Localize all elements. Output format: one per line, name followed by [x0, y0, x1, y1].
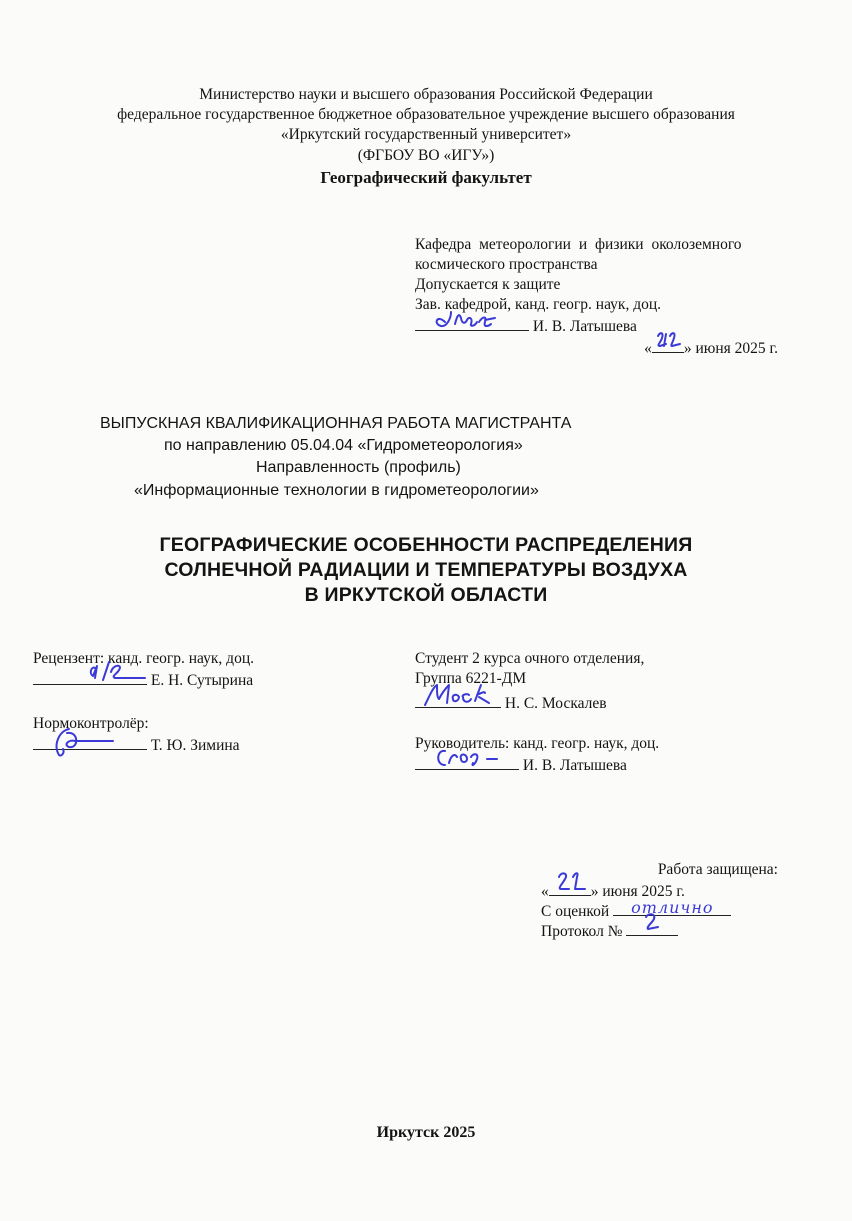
city-year: Иркутск 2025: [376, 1124, 476, 1141]
supervisor-signature-icon: [415, 743, 519, 769]
thesis-title-line-1: ГЕОГРАФИЧЕСКИЕ ОСОБЕННОСТИ РАСПРЕДЕЛЕНИЯ: [159, 534, 693, 556]
thesis-title-line-3: В ИРКУТСКОЙ ОБЛАСТИ: [304, 584, 548, 606]
faculty-line: Географический факультет: [320, 168, 532, 187]
work-profile: «Информационные технологии в гидрометеорологии»: [134, 482, 539, 499]
normcontrol-name: Т. Ю. Зимина: [150, 737, 240, 754]
student-signature-row: [415, 693, 607, 714]
defense-day-handwritten: [549, 869, 591, 895]
student-group: Группа 6221-ДМ: [415, 670, 527, 687]
work-type: ВЫПУСКНАЯ КВАЛИФИКАЦИОННАЯ РАБОТА МАГИСТРАНТА: [100, 415, 572, 432]
head-signature-row: [415, 316, 637, 337]
reviewer-title: Рецензент: канд. геогр. наук, доц.: [33, 650, 254, 667]
department-line-2: космического пространства: [415, 256, 598, 273]
head-name: И. В. Латышева: [532, 318, 637, 335]
protocol-number-handwritten: [626, 909, 678, 935]
university-line: «Иркутский государственный университет»: [280, 126, 572, 143]
work-profile-label: Направленность (профиль): [256, 459, 461, 476]
approval-day-handwritten: [652, 326, 684, 352]
thesis-title-line-2: СОЛНЕЧНОЙ РАДИАЦИИ И ТЕМПЕРАТУРЫ ВОЗДУХА: [164, 559, 688, 581]
normcontrol-signature-row: [33, 735, 240, 756]
defense-label: Работа защищена:: [657, 861, 778, 878]
defense-date-rest: » июня 2025 г.: [590, 883, 685, 900]
abbreviation-line: (ФГБОУ ВО «ИГУ»): [357, 147, 495, 164]
reviewer-signature-row: [33, 670, 253, 691]
protocol-number-field: [626, 921, 678, 936]
protocol-label: Протокол №: [541, 923, 623, 940]
defense-day-field: [549, 881, 591, 896]
head-title: Зав. кафедрой, канд. геогр. наук, доц.: [415, 296, 662, 313]
reviewer-signature-line: [33, 670, 147, 685]
approval-date-rest: » июня 2025 г.: [683, 340, 778, 357]
student-name: Н. С. Москалев: [504, 695, 607, 712]
defense-date-quote: «: [541, 883, 549, 900]
work-direction: по направлению 05.04.04 «Гидрометеорология»: [164, 437, 523, 454]
reviewer-signature-icon: [33, 658, 147, 684]
grade-value: отлично: [631, 898, 714, 917]
normcontrol-signature-line: [33, 735, 147, 750]
student-signature-icon: [415, 681, 501, 707]
approval-date-quote: «: [644, 340, 652, 357]
institution-type-line: федеральное государственное бюджетное образовательное учреждение высшего образования: [117, 106, 735, 123]
supervisor-signature-line: [415, 755, 519, 770]
supervisor-title: Руководитель: канд. геогр. наук, доц.: [415, 735, 660, 752]
approval-day-field: [652, 338, 684, 353]
admitted-label: Допускается к защите: [415, 276, 561, 293]
protocol-row: [541, 921, 678, 942]
normcontrol-title: Нормоконтролёр:: [33, 715, 149, 732]
student-title: Студент 2 курса очного отделения,: [415, 650, 645, 667]
reviewer-name: Е. Н. Сутырина: [150, 672, 254, 689]
ministry-line: Министерство науки и высшего образования Российской Федерации: [199, 86, 653, 103]
department-line-1: Кафедра метеорологии и физики околоземного: [415, 236, 742, 253]
normcontrol-signature-icon: [33, 725, 147, 759]
approval-date: [644, 338, 778, 359]
grade-label: С оценкой: [541, 903, 610, 920]
head-signature-icon: [415, 304, 529, 330]
supervisor-signature-row: [415, 755, 627, 776]
student-signature-line: [415, 693, 501, 708]
head-signature-line: [415, 316, 529, 331]
supervisor-name: И. В. Латышева: [522, 757, 627, 774]
